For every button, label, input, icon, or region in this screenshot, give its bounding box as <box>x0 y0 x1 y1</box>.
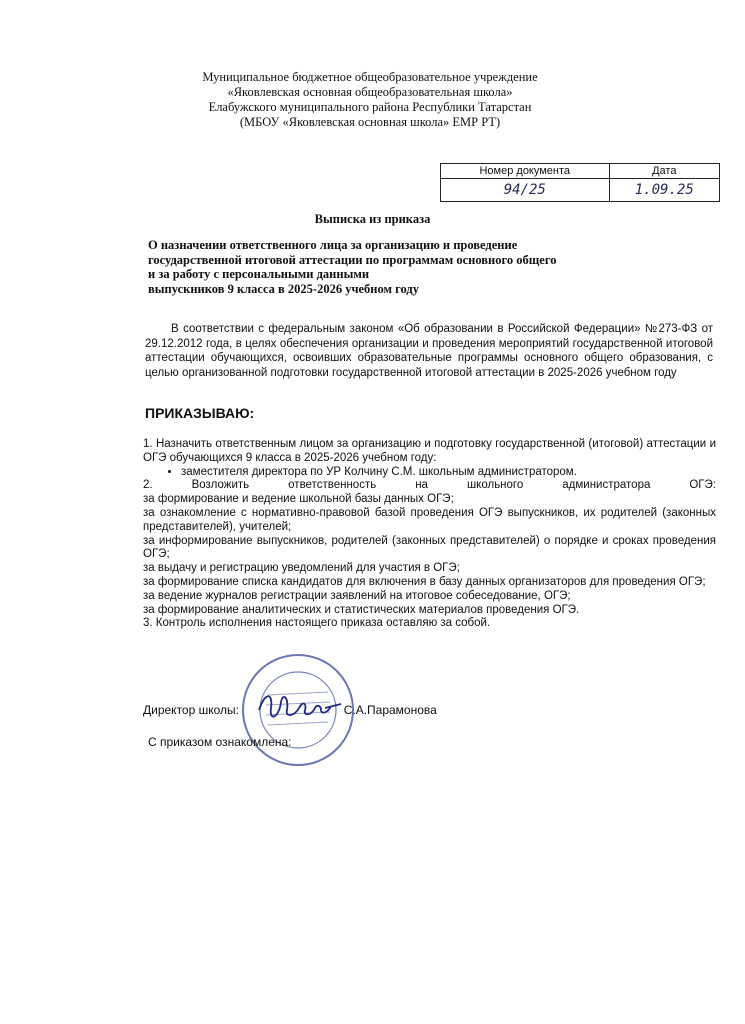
duty-line: за формирование списка кандидатов для включения в базу данных организаторов для проведения ОГЭ; <box>143 575 706 588</box>
doc-date-value: 1.09.25 <box>609 179 719 202</box>
header-line-3: Елабужского муниципального района Республики Татарстан <box>208 100 532 114</box>
document-number-table <box>440 163 720 202</box>
doc-date-header: Дата <box>609 164 719 179</box>
order-item-1-list <box>143 466 716 480</box>
duty-line: за формирование и ведение школьной базы данных ОГЭ; <box>143 493 454 506</box>
director-role: Директор школы: <box>143 703 239 717</box>
organization-header <box>140 70 600 130</box>
order-title-line-3: и за работу с персональными данными <box>148 267 370 281</box>
preamble <box>145 322 713 380</box>
preamble-text: В соответствии с федеральным законом «Об образовании в Российской Федерации» №273-ФЗ от 29.12.2012 года, в целях обеспечения организации и проведения мероприятий государственной итоговой аттестации обучающихся, освоивших образовательные программы основного общего образования, с целью организованной подготовки государственной итоговой аттестации в 2025-2026 учебном году <box>145 323 713 379</box>
doc-number-header: Номер документа <box>441 164 610 179</box>
duty-line: за ведение журналов регистрации заявлений на итоговое собеседование, ОГЭ; <box>143 589 571 602</box>
order-title-line-1: О назначении ответственного лица за организацию и проведение <box>148 238 518 252</box>
header-line-2: «Яковлевская основная общеобразовательная школа» <box>227 85 513 99</box>
header-line-4: (МБОУ «Яковлевская основная школа» ЕМР РТ) <box>239 115 501 129</box>
duty-line: за ознакомление с нормативно-правовой базой проведения ОГЭ выпускников, их родителей (законных представителей), учителей; <box>143 506 716 533</box>
doc-number-value: 94/25 <box>441 179 610 202</box>
duty-line: за формирование аналитических и статистических материалов проведения ОГЭ. <box>143 603 580 616</box>
order-title-line-2: государственной итоговой аттестации по программам основного общего <box>148 252 557 267</box>
extract-title: Выписка из приказа <box>314 212 431 226</box>
order-body <box>143 438 716 631</box>
duty-line: за информирование выпускников, родителей (законных представителей) о порядке и сроках проведения ОГЭ; <box>143 534 716 561</box>
order-item-2: 2. Возложить ответственность на школьного администратора ОГЭ: <box>143 479 716 492</box>
order-title <box>148 238 628 296</box>
duty-line: за выдачу и регистрацию уведомлений для участия в ОГЭ; <box>143 562 460 575</box>
order-title-line-4: выпускников 9 класса в 2025-2026 учебном году <box>148 281 419 296</box>
acknowledgement: С приказом ознакомлена: <box>148 735 292 749</box>
director-name: С.А.Парамонова <box>343 703 437 717</box>
prikaz-heading: ПРИКАЗЫВАЮ: <box>145 405 255 421</box>
order-item-1: 1. Назначить ответственным лицом за организацию и подготовку государственной (итоговой) аттестации и ОГЭ обучающихся 9 класса в 2025-2026 учебном году: <box>143 438 716 464</box>
order-item-1-bullet: • заместителя директора по УР Колчину С.М. школьным администратором. <box>181 466 716 480</box>
header-line-1: Муниципальное бюджетное общеобразовательное учреждение <box>202 70 538 84</box>
signature-line <box>143 703 543 717</box>
order-item-3: 3. Контроль исполнения настоящего приказа оставляю за собой. <box>143 617 491 630</box>
